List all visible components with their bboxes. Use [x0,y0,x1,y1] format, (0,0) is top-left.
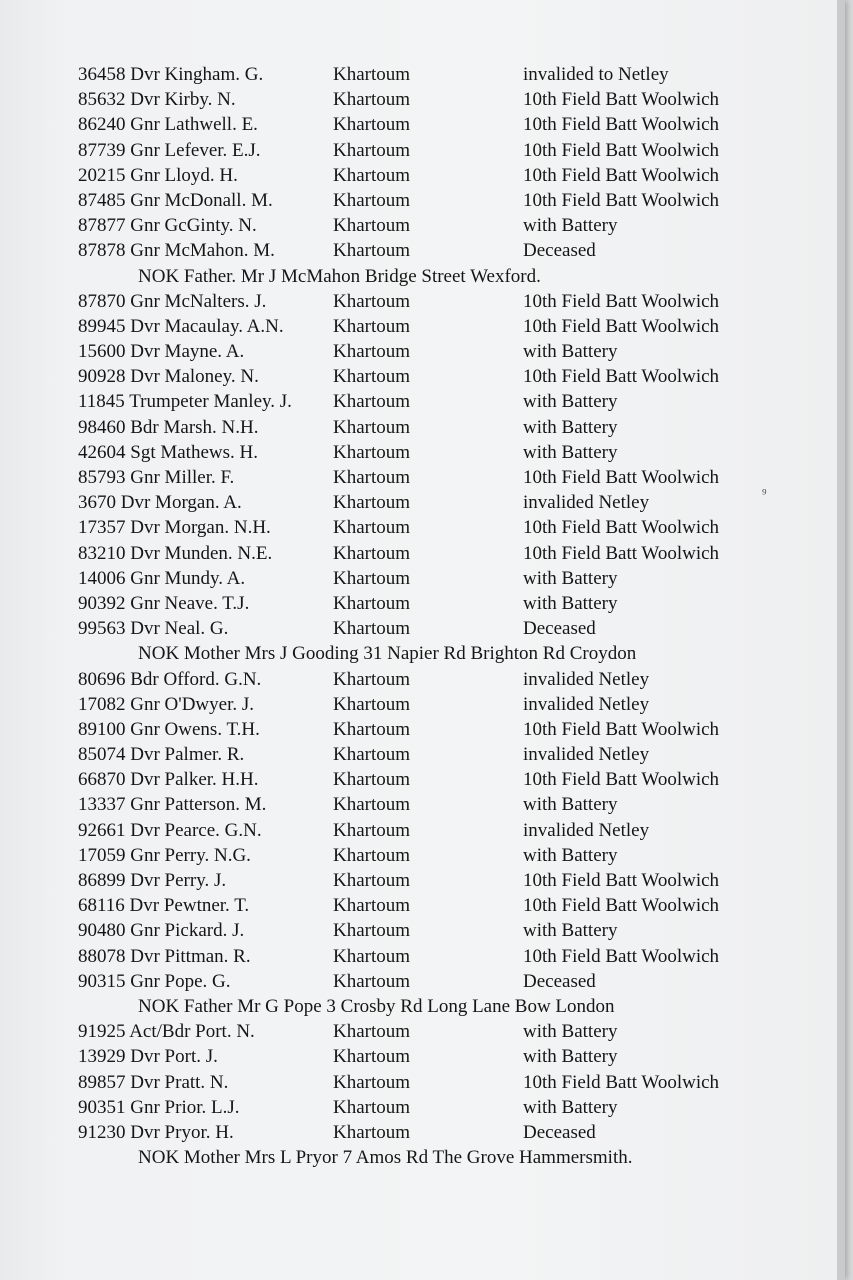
record-row [0,314,845,339]
record-name: 89100 Gnr Owens. T.H. [78,718,260,740]
record-name: 86240 Gnr Lathwell. E. [78,114,258,136]
record-name: 90392 Gnr Neave. T.J. [78,592,250,614]
record-name: 91925 Act/Bdr Port. N. [78,1021,255,1043]
record-place: Khartoum [333,492,411,514]
record-name: 13337 Gnr Patterson. M. [78,794,267,816]
nok-row [0,994,845,1019]
record-name: 83210 Dvr Munden. N.E. [78,542,273,564]
record-row [0,566,845,591]
record-place: Khartoum [333,794,411,816]
record-name: 15600 Dvr Mayne. A. [78,341,245,363]
record-status: 10th Field Batt Woolwich [523,290,720,312]
record-status: 10th Field Batt Woolwich [523,139,720,161]
record-name: 87485 Gnr McDonall. M. [78,189,273,211]
record-name: 11845 Trumpeter Manley. J. [78,391,292,413]
record-status: invalided Netley [523,668,650,690]
record-name: 87878 Gnr McMahon. M. [78,240,275,262]
record-place: Khartoum [333,970,411,992]
record-status: 10th Field Batt Woolwich [523,189,720,211]
record-row [0,818,845,843]
record-place: Khartoum [333,1121,411,1143]
record-row [0,1019,845,1044]
record-name: 68116 Dvr Pewtner. T. [78,895,250,917]
record-row [0,87,845,112]
record-name: 90315 Gnr Pope. G. [78,970,231,992]
record-status: with Battery [523,567,618,589]
record-row [0,868,845,893]
record-place: Khartoum [333,870,411,891]
record-status: with Battery [523,341,618,363]
record-name: 66870 Dvr Palker. H.H. [78,769,259,791]
record-status: 10th Field Batt Woolwich [523,542,720,564]
record-place: Khartoum [333,1071,411,1093]
record-place: Khartoum [333,64,411,85]
record-place: Khartoum [333,139,411,161]
record-place: Khartoum [333,89,411,111]
record-place: Khartoum [333,567,411,589]
record-name: 42604 Sgt Mathews. H. [78,441,258,463]
record-status: with Battery [523,1096,618,1118]
record-status: with Battery [523,1021,618,1043]
record-row [0,944,845,969]
record-status: 10th Field Batt Woolwich [523,366,720,388]
record-row [0,767,845,792]
record-status: 10th Field Batt Woolwich [523,114,720,136]
record-name: 14006 Gnr Mundy. A. [78,567,246,589]
record-status: 10th Field Batt Woolwich [523,467,720,488]
record-status: invalided to Netley [523,64,669,85]
record-status: Deceased [523,1121,596,1143]
record-status: 10th Field Batt Woolwich [523,870,720,891]
record-row [0,1120,845,1145]
record-status: invalided Netley [523,819,650,841]
record-name: 87877 Gnr GcGinty. N. [78,215,257,237]
record-name: 89945 Dvr Macaulay. A.N. [78,315,284,337]
record-status: with Battery [523,844,618,866]
record-row [0,792,845,817]
record-status: 10th Field Batt Woolwich [523,517,720,539]
record-place: Khartoum [333,315,411,337]
record-place: Khartoum [333,945,411,967]
record-row [0,389,845,414]
nok-row [0,641,845,666]
record-row [0,1095,845,1120]
record-place: Khartoum [333,1046,411,1068]
record-place: Khartoum [333,240,411,262]
record-place: Khartoum [333,1096,411,1118]
record-name: 17082 Gnr O'Dwyer. J. [78,693,254,715]
record-place: Khartoum [333,441,411,463]
record-name: 91230 Dvr Pryor. H. [78,1121,234,1143]
record-place: Khartoum [333,416,411,438]
record-name: 20215 Gnr Lloyd. H. [78,164,238,186]
record-row [0,440,845,465]
record-name: 85632 Dvr Kirby. N. [78,89,236,111]
record-place: Khartoum [333,542,411,564]
record-place: Khartoum [333,592,411,614]
record-status: 10th Field Batt Woolwich [523,1071,720,1093]
record-row [0,667,845,692]
record-status: with Battery [523,441,618,463]
nok-row [0,264,845,289]
record-row [0,918,845,943]
record-status: invalided Netley [523,744,650,766]
record-place: Khartoum [333,114,411,136]
record-row [0,1044,845,1069]
record-row [0,541,845,566]
record-place: Khartoum [333,1021,411,1043]
record-place: Khartoum [333,467,411,488]
record-name: 85793 Gnr Miller. F. [78,467,235,488]
record-place: Khartoum [333,668,411,690]
record-place: Khartoum [333,618,411,640]
record-status: 10th Field Batt Woolwich [523,315,720,337]
record-status: with Battery [523,416,618,438]
record-row [0,62,845,87]
record-name: 98460 Bdr Marsh. N.H. [78,416,259,438]
stray-mark: ⁹ [762,486,767,501]
record-status: with Battery [523,1046,618,1068]
record-place: Khartoum [333,366,411,388]
record-name: 80696 Bdr Offord. G.N. [78,668,262,690]
record-status: 10th Field Batt Woolwich [523,945,720,967]
record-row [0,717,845,742]
nok-row [0,1145,845,1170]
record-row [0,843,845,868]
record-name: 90351 Gnr Prior. L.J. [78,1096,240,1118]
record-place: Khartoum [333,341,411,363]
record-row [0,163,845,188]
record-row [0,415,845,440]
record-name: 86899 Dvr Perry. J. [78,870,227,891]
record-name: 88078 Dvr Pittman. R. [78,945,251,967]
record-status: with Battery [523,794,618,816]
record-name: 87739 Gnr Lefever. E.J. [78,139,261,161]
record-place: Khartoum [333,164,411,186]
record-row [0,692,845,717]
record-row [0,591,845,616]
record-name: 92661 Dvr Pearce. G.N. [78,819,262,841]
record-place: Khartoum [333,819,411,841]
record-name: 17357 Dvr Morgan. N.H. [78,517,271,539]
nok-text: NOK Father. Mr J McMahon Bridge Street Wexford. [138,265,541,287]
record-status: 10th Field Batt Woolwich [523,89,720,111]
record-place: Khartoum [333,744,411,766]
record-row [0,213,845,238]
record-name: 13929 Dvr Port. J. [78,1046,218,1068]
record-status: 10th Field Batt Woolwich [523,895,720,917]
record-row [0,138,845,163]
record-status: 10th Field Batt Woolwich [523,769,720,791]
record-row [0,289,845,314]
record-status: with Battery [523,391,618,413]
record-place: Khartoum [333,920,411,942]
record-place: Khartoum [333,290,411,312]
record-name: 17059 Gnr Perry. N.G. [78,844,251,866]
record-row [0,1070,845,1095]
record-name: 87870 Gnr McNalters. J. [78,290,267,312]
record-row [0,339,845,364]
record-place: Khartoum [333,844,411,866]
record-status: 10th Field Batt Woolwich [523,718,720,740]
record-status: invalided Netley [523,492,650,514]
record-place: Khartoum [333,718,411,740]
record-status: Deceased [523,240,596,262]
record-row [0,893,845,918]
record-place: Khartoum [333,895,411,917]
record-row [0,112,845,137]
record-place: Khartoum [333,391,411,413]
record-status: Deceased [523,970,596,992]
record-row [0,616,845,641]
record-list [0,62,845,1170]
record-name: 90928 Dvr Maloney. N. [78,366,259,388]
record-row [0,742,845,767]
record-row [0,364,845,389]
record-place: Khartoum [333,769,411,791]
record-place: Khartoum [333,517,411,539]
nok-text: NOK Mother Mrs J Gooding 31 Napier Rd Brighton Rd Croydon [138,643,637,665]
record-name: 85074 Dvr Palmer. R. [78,744,245,766]
record-row [0,490,845,515]
record-place: Khartoum [333,693,411,715]
nok-text: NOK Father Mr G Pope 3 Crosby Rd Long Lane Bow London [138,995,615,1017]
record-place: Khartoum [333,189,411,211]
record-row [0,465,845,490]
nok-text: NOK Mother Mrs L Pryor 7 Amos Rd The Grove Hammersmith. [138,1147,633,1169]
record-place: Khartoum [333,215,411,237]
record-status: with Battery [523,215,618,237]
record-row [0,969,845,994]
record-row [0,188,845,213]
record-name: 89857 Dvr Pratt. N. [78,1071,229,1093]
record-status: Deceased [523,618,596,640]
record-row [0,515,845,540]
record-row [0,238,845,263]
record-status: invalided Netley [523,693,650,715]
record-status: 10th Field Batt Woolwich [523,164,720,186]
record-status: with Battery [523,592,618,614]
record-name: 36458 Dvr Kingham. G. [78,64,264,85]
record-name: 99563 Dvr Neal. G. [78,618,229,640]
record-name: 3670 Dvr Morgan. A. [78,492,242,514]
record-name: 90480 Gnr Pickard. J. [78,920,245,942]
record-status: with Battery [523,920,618,942]
